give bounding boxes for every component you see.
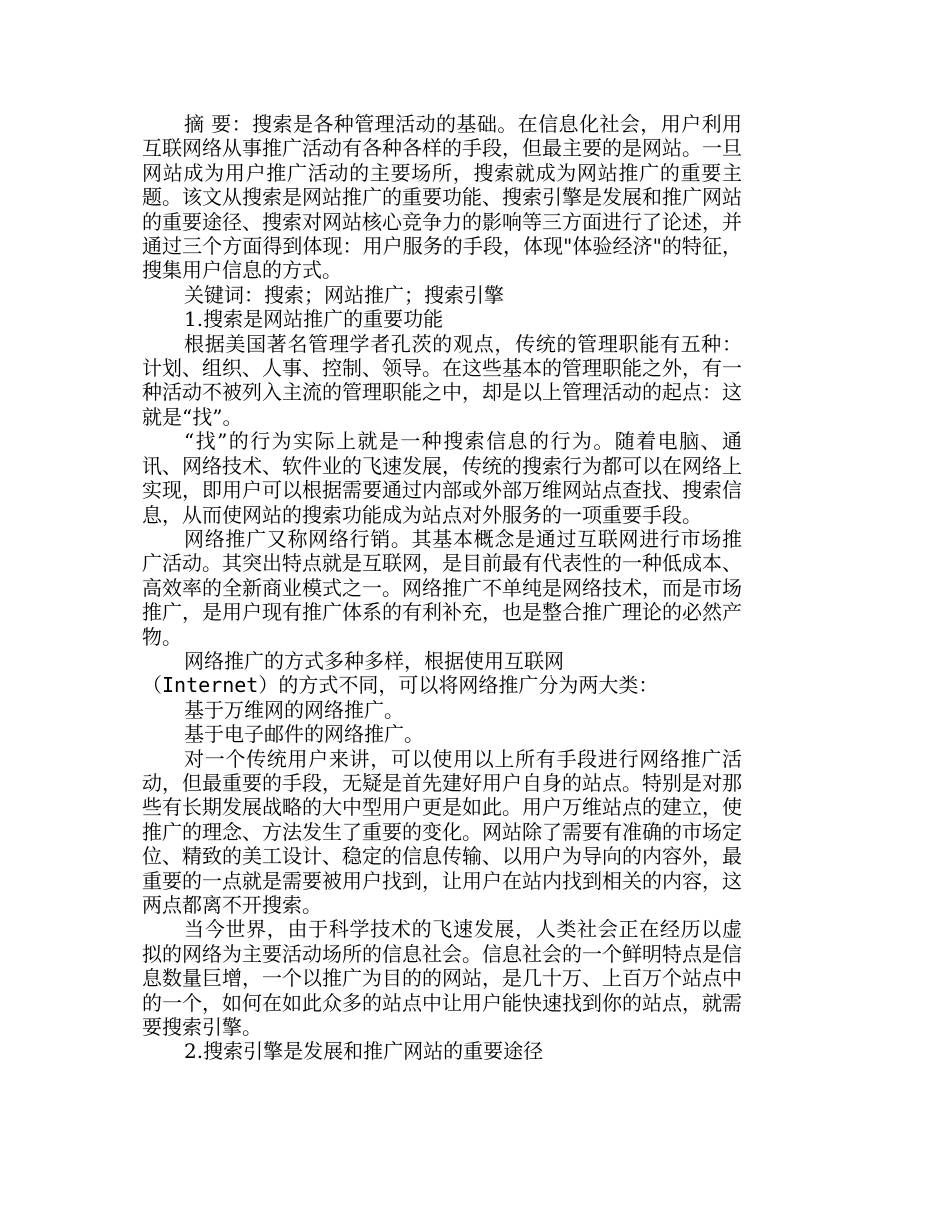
body-paragraph-1: 根据美国著名管理学者孔茨的观点，传统的管理职能有五种：计划、组织、人事、控制、领导。在这些基本的管理职能之外，有一种活动不被列入主流的管理职能之中，却是以上管理活动的起点：这就是“找”。 [142, 331, 742, 429]
section-2-title: 2.搜索引擎是发展和推广网站的重要途径 [184, 1039, 544, 1064]
body-paragraph-4-line-1: 网络推广的方式多种多样，根据使用互联网 [184, 648, 564, 673]
internet-term: Internet [162, 673, 259, 698]
body-paragraph-2: “找”的行为实际上就是一种搜索信息的行为。随着电脑、通讯、网络技术、软件业的飞速发展，传统的搜索行为都可以在网络上实现，即用户可以根据需要通过内部或外部万维网站点查找、搜索信息，从而使网站的搜索功能成为站点对外服务的一项重要手段。 [142, 429, 742, 527]
document-page [142, 112, 742, 1064]
body-paragraph-5: 对一个传统用户来讲，可以使用以上所有手段进行网络推广活动，但最重要的手段，无疑是首先建好用户自身的站点。特别是对那些有长期发展战略的大中型用户更是如此。用户万维站点的建立，使推广的理念、方法发生了重要的变化。网站除了需要有准确的市场定位、精致的美工设计、稳定的信息传输、以用户为导向的内容外，最重要的一点就是需要被用户找到，让用户在站内找到相关的内容，这两点都离不开搜索。 [142, 746, 742, 917]
abstract-paragraph: 摘 要：搜索是各种管理活动的基础。在信息化社会，用户利用互联网络从事推广活动有各种各样的手段，但最主要的是网站。一旦网站成为用户推广活动的主要场所，搜索就成为网站推广的重要主题。该文从搜索是网站推广的重要功能、搜索引擎是发展和推广网站的重要途径、搜索对网站核心竞争力的影响等三方面进行了论述，并通过三个方面得到体现：用户服务的手段，体现"体验经济"的特征，搜集用户信息的方式。 [142, 112, 742, 283]
list-item-1: 基于万维网的网络推广。 [184, 697, 404, 722]
body-paragraph-4-line-2 [142, 673, 742, 697]
paragraph-4-rest: ）的方式不同，可以将网络推广分为两大类： [258, 673, 659, 698]
body-paragraph-6: 当今世界，由于科学技术的飞速发展，人类社会正在经历以虚拟的网络为主要活动场所的信息社会。信息社会的一个鲜明特点是信息数量巨增，一个以推广为目的的网站，是几十万、上百万个站点中的一个，如何在如此众多的站点中让用户能快速找到你的站点，就需要搜索引擎。 [142, 917, 742, 1040]
open-bracket: （ [142, 673, 162, 698]
section-1-title: 1.搜索是网站推广的重要功能 [184, 307, 444, 332]
keywords-line: 关键词：搜索；网站推广；搜索引擎 [184, 282, 504, 307]
list-item-2: 基于电子邮件的网络推广。 [184, 722, 424, 747]
body-paragraph-3: 网络推广又称网络行销。其基本概念是通过互联网进行市场推广活动。其突出特点就是互联网，是目前最有代表性的一种低成本、高效率的全新商业模式之一。网络推广不单纯是网络技术，而是市场推广，是用户现有推广体系的有利补充，也是整合推广理论的必然产物。 [142, 526, 742, 649]
